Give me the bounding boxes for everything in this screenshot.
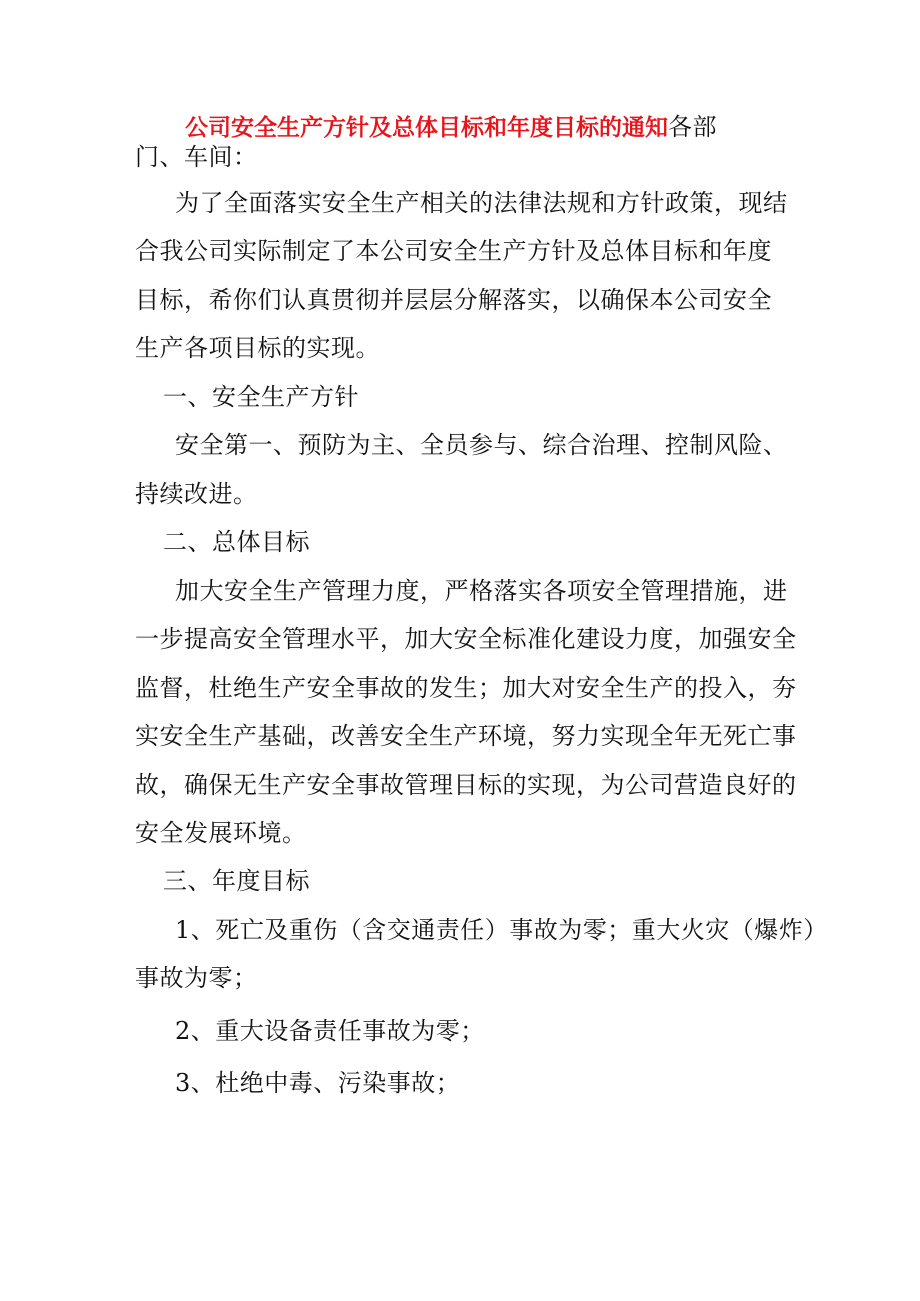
title-line <box>185 112 717 143</box>
section2-body-6: 安全发展环境。 <box>135 819 307 847</box>
salutation-part1: 各部 <box>668 113 717 141</box>
section3-item-2: 2、重大设备责任事故为零； <box>175 1017 485 1045</box>
section1-heading: 一、安全生产方针 <box>163 383 359 411</box>
salutation-line2: 门、车间： <box>135 143 258 171</box>
section2-body-4: 实安全生产基础，改善安全生产环境，努力实现全年无死亡事 <box>135 722 797 750</box>
section2-heading: 二、总体目标 <box>163 528 310 556</box>
intro-line-2: 合我公司实际制定了本公司安全生产方针及总体目标和年度 <box>135 237 772 265</box>
section3-item-3: 3、杜绝中毒、污染事故； <box>175 1069 461 1097</box>
document-title: 公司安全生产方针及总体目标和年度目标的通知 <box>185 115 668 141</box>
section2-body-1: 加大安全生产管理力度，严格落实各项安全管理措施，进 <box>175 577 788 605</box>
section2-body-2: 一步提高安全管理水平，加大安全标准化建设力度，加强安全 <box>135 625 797 653</box>
section3-item-1-cont: 事故为零； <box>135 964 258 992</box>
section1-body-2: 持续改进。 <box>135 480 258 508</box>
section3-item-1: 1、死亡及重伤（含交通责任）事故为零；重大火灾（爆炸） <box>175 916 828 944</box>
section2-body-3: 监督，杜绝生产安全事故的发生；加大对安全生产的投入，夯 <box>135 674 797 702</box>
intro-line-1: 为了全面落实安全生产相关的法律法规和方针政策，现结 <box>175 189 788 217</box>
section3-heading: 三、年度目标 <box>163 867 310 895</box>
section1-body-1: 安全第一、预防为主、全员参与、综合治理、控制风险、 <box>175 431 788 459</box>
section2-body-5: 故，确保无生产安全事故管理目标的实现，为公司营造良好的 <box>135 771 797 799</box>
intro-line-4: 生产各项目标的实现。 <box>135 334 380 362</box>
intro-line-3: 目标，希你们认真贯彻并层层分解落实，以确保本公司安全 <box>135 286 772 314</box>
